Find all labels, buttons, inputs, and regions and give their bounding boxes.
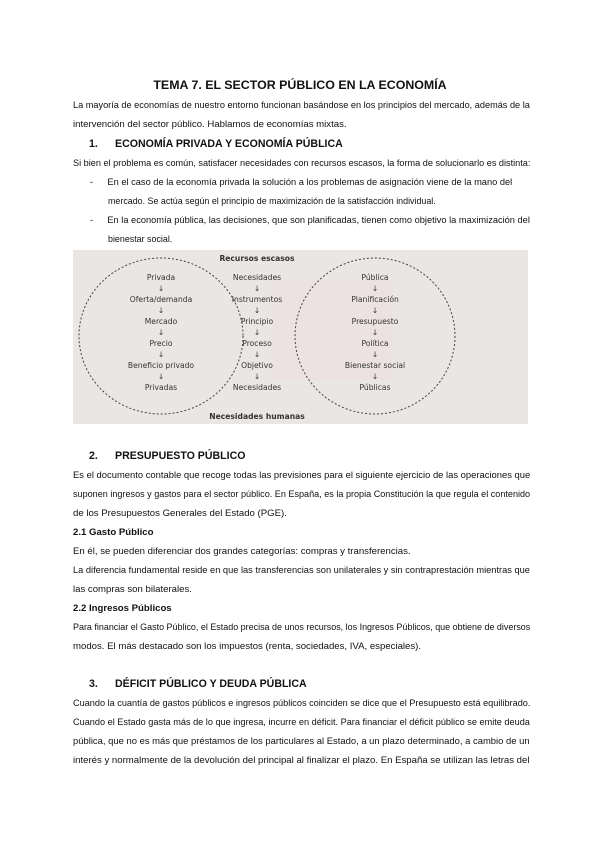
section-2-line-3: de los Presupuestos Generales del Estado (PGE).: [73, 508, 287, 519]
subsection-2-1-line-1: En él, se pueden diferenciar dos grandes categorías: compras y transferencias.: [73, 546, 411, 557]
middle-item-6: Necesidades: [232, 383, 282, 392]
private-item-5: Beneficio privado: [127, 361, 195, 370]
section-3-line-3: pública, que no es más que préstamos de los particulares al Estado, a un plazo determinado, a cambio de un: [73, 736, 530, 747]
intro-line-1: La mayoría de economías de nuestro entorno funcionan basándose en los principios del mercado, además de la: [73, 100, 530, 111]
public-item-3: Presupuesto: [351, 317, 399, 326]
section-1-title: ECONOMÍA PRIVADA Y ECONOMÍA PÚBLICA: [115, 138, 343, 150]
section-2-number: 2.: [89, 450, 98, 462]
middle-item-5: Objetivo: [241, 361, 273, 370]
section-3-title: DÉFICIT PÚBLICO Y DEUDA PÚBLICA: [115, 678, 307, 690]
down-arrow-icon: ↓: [253, 372, 261, 381]
private-item-4: Precio: [149, 339, 173, 348]
economy-diagram-image: [73, 250, 528, 424]
private-item-1: Privada: [146, 273, 176, 282]
section-3-line-4: interés y normalmente de la devolución del principal al finalizar el plazo. En España se utilizan las letras del: [73, 755, 530, 766]
subsection-2-1-line-2: La diferencia fundamental reside en que las transferencias son unilaterales y sin contraprestación mientras que: [73, 565, 530, 576]
page-title: TEMA 7. EL SECTOR PÚBLICO EN LA ECONOMÍA: [153, 78, 447, 92]
necesidades-humanas-label: Necesidades humanas: [209, 412, 305, 421]
subsection-2-2-line-1: Para financiar el Gasto Público, el Estado precisa de unos recursos, los Ingresos Públicos, que obtiene de diversos: [73, 622, 531, 633]
down-arrow-icon: ↓: [253, 350, 261, 359]
down-arrow-icon: ↓: [157, 372, 165, 381]
recursos-escasos-label: Recursos escasos: [219, 254, 295, 263]
down-arrow-icon: ↓: [157, 350, 165, 359]
bullet-text: En la economía pública, las decisiones, que son planificadas, tienen como objetivo la maximización del: [107, 215, 530, 226]
middle-item-4: Proceso: [242, 339, 272, 348]
public-item-1: Pública: [361, 273, 389, 282]
subsection-2-2-heading: 2.2 Ingresos Públicos: [73, 603, 172, 614]
down-arrow-icon: ↓: [371, 350, 379, 359]
section-2-line-2: suponen ingresos y gastos para el sector público. En España, es la propia Constitución la que regula el contenido: [73, 489, 531, 500]
section-3-line-1: Cuando la cuantía de gastos públicos e ingresos públicos coinciden se dice que el Presupuesto está equilibrado.: [73, 698, 531, 709]
down-arrow-icon: ↓: [253, 328, 261, 337]
bullet-2-line-2: bienestar social.: [108, 234, 173, 245]
section-1-number: 1.: [89, 138, 98, 150]
public-item-5: Bienestar social: [344, 361, 406, 370]
down-arrow-icon: ↓: [371, 372, 379, 381]
subsection-2-1-heading: 2.1 Gasto Público: [73, 527, 154, 538]
economy-diagram: [73, 250, 528, 424]
intro-line-2: intervención del sector público. Hablamos de economías mixtas.: [73, 119, 347, 130]
public-item-2: Planificación: [351, 295, 399, 304]
bullet-1-line-1: [90, 177, 530, 189]
down-arrow-icon: ↓: [253, 306, 261, 315]
down-arrow-icon: ↓: [157, 328, 165, 337]
down-arrow-icon: ↓: [371, 328, 379, 337]
down-arrow-icon: ↓: [157, 306, 165, 315]
private-item-2: Oferta/demanda: [129, 295, 193, 304]
section-3-heading: [73, 678, 528, 690]
bullet-text: En el caso de la economía privada la solución a los problemas de asignación viene de la mano del: [107, 177, 513, 188]
down-arrow-icon: ↓: [157, 284, 165, 293]
bullet-dash: -: [90, 177, 94, 188]
middle-item-1: Necesidades: [232, 273, 282, 282]
middle-item-3: Principio: [240, 317, 274, 326]
down-arrow-icon: ↓: [371, 284, 379, 293]
private-item-3: Mercado: [144, 317, 178, 326]
bullet-2-line-1: [90, 215, 529, 227]
public-item-4: Política: [361, 339, 389, 348]
section-2-title: PRESUPUESTO PÚBLICO: [115, 450, 246, 462]
section-1-heading: [73, 138, 528, 150]
section-2-heading: [73, 450, 528, 462]
public-item-6: Públicas: [359, 383, 391, 392]
subsection-2-2-line-2: modos. El más destacado son los impuestos (renta, sociedades, IVA, especiales).: [73, 641, 422, 652]
section-3-line-2: Cuando el Estado gasta más de lo que ingresa, incurre en déficit. Para financiar el déficit público se emite deuda: [73, 717, 530, 728]
bullet-1-line-2: mercado. Se actúa según el principio de maximización de la satisfacción individual.: [108, 196, 436, 207]
subsection-2-1-line-3: las compras son bilaterales.: [73, 584, 192, 595]
section-1-text: Si bien el problema es común, satisfacer necesidades con recursos escasos, la forma de solucionarlo es distinta:: [73, 158, 531, 169]
section-2-line-1: Es el documento contable que recoge todas las previsiones para el siguiente ejercicio de las operaciones que: [73, 470, 531, 481]
down-arrow-icon: ↓: [253, 284, 261, 293]
bullet-dash: -: [90, 215, 94, 226]
private-item-6: Privadas: [144, 383, 178, 392]
middle-item-2: Instrumentos: [231, 295, 283, 304]
section-3-number: 3.: [89, 678, 98, 690]
down-arrow-icon: ↓: [371, 306, 379, 315]
